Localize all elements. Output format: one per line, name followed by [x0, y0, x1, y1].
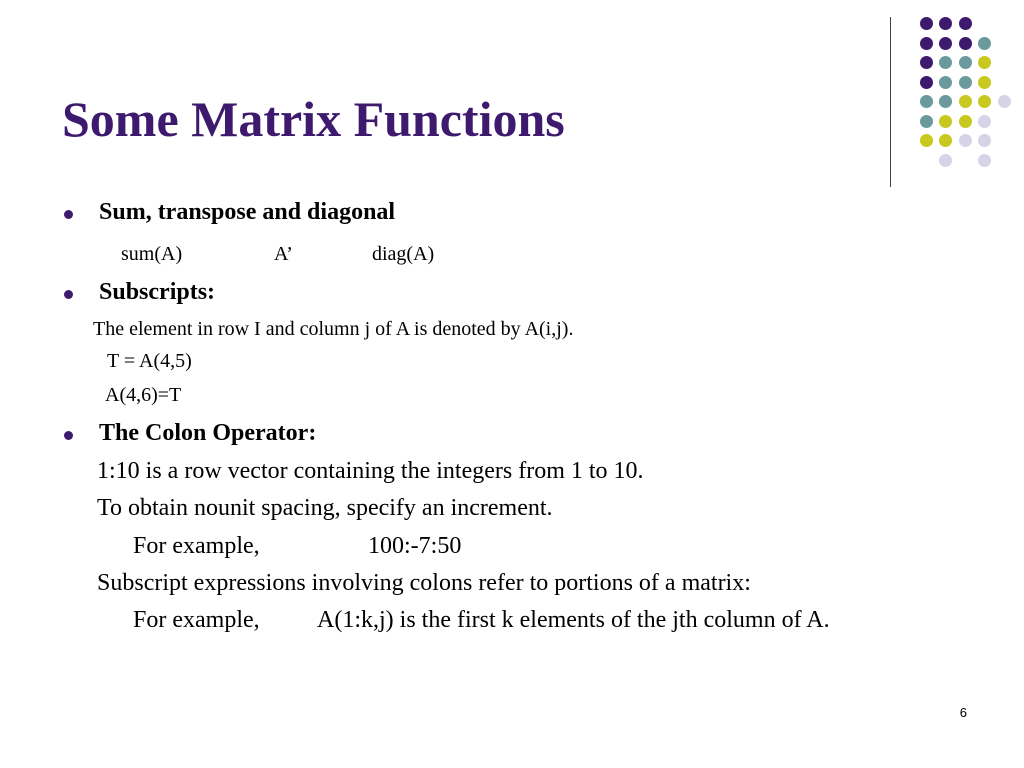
code-diag: diag(A) [372, 243, 435, 265]
colon-description-3: Subscript expressions involving colons refer to portions of a matrix: [97, 570, 751, 596]
decorative-dot [959, 95, 972, 108]
decorative-dot [978, 154, 991, 167]
decorative-dot [978, 134, 991, 147]
decorative-dot [920, 56, 933, 69]
code-transpose: A’ [274, 243, 293, 265]
decorative-dot [920, 134, 933, 147]
decorative-dot [920, 115, 933, 128]
decorative-dot [959, 37, 972, 50]
decorative-dot [939, 76, 952, 89]
decorative-dot [978, 115, 991, 128]
subscripts-description: The element in row I and column j of A is denoted by A(i,j). [93, 318, 574, 340]
decorative-dot [978, 76, 991, 89]
decorative-dot [959, 115, 972, 128]
decorative-dot [920, 76, 933, 89]
colon-example-label-2: For example, [133, 607, 260, 633]
decorative-dot [939, 37, 952, 50]
bullet-icon [64, 210, 73, 219]
decorative-dot [920, 37, 933, 50]
decorative-dot [978, 37, 991, 50]
decorative-dot [959, 134, 972, 147]
decorative-dot [959, 17, 972, 30]
decorative-dot-grid [900, 0, 1020, 180]
decorative-dot [978, 56, 991, 69]
decorative-dot [959, 56, 972, 69]
decorative-dot [920, 95, 933, 108]
code-sum: sum(A) [121, 243, 183, 265]
decorative-dot [959, 76, 972, 89]
section-heading-subscripts: Subscripts: [99, 279, 216, 305]
section-heading-sum-transpose: Sum, transpose and diagonal [99, 199, 396, 225]
decorative-dot [939, 134, 952, 147]
decorative-dot [939, 17, 952, 30]
decorative-dot [998, 95, 1011, 108]
section-heading-colon-operator: The Colon Operator: [99, 420, 317, 446]
decorative-dot [920, 17, 933, 30]
colon-description-1: 1:10 is a row vector containing the integers from 1 to 10. [97, 458, 644, 484]
colon-example-code-2: A(1:k,j) is the first k elements of the jth column of A. [317, 607, 830, 633]
decorative-dot [939, 95, 952, 108]
decorative-dot [939, 56, 952, 69]
page-number: 6 [959, 705, 967, 720]
subscripts-example-2: A(4,6)=T [105, 384, 182, 406]
colon-example-label-1: For example, [133, 533, 260, 559]
colon-description-2: To obtain nounit spacing, specify an increment. [97, 495, 553, 521]
colon-example-code-1: 100:-7:50 [368, 533, 462, 559]
bullet-icon [64, 431, 73, 440]
subscripts-example-1: T = A(4,5) [107, 350, 192, 372]
vertical-divider [890, 17, 891, 187]
decorative-dot [939, 154, 952, 167]
decorative-dot [978, 95, 991, 108]
decorative-dot [939, 115, 952, 128]
slide-title: Some Matrix Functions [62, 91, 565, 147]
bullet-icon [64, 290, 73, 299]
